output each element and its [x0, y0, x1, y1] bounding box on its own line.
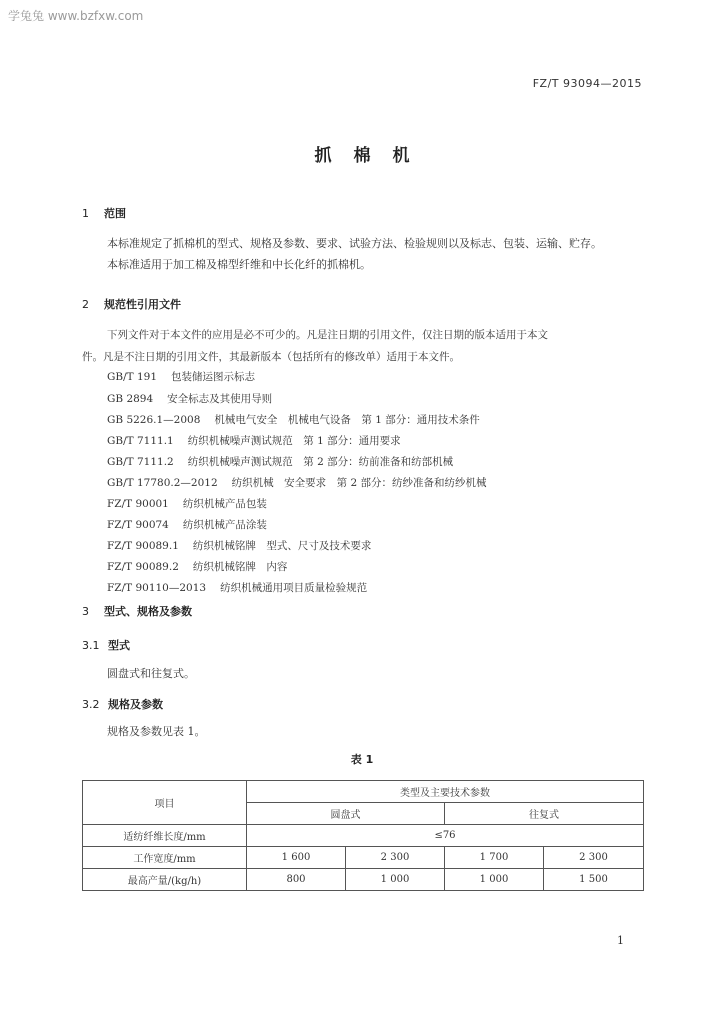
reference-item	[107, 391, 272, 406]
section-number: 1	[82, 207, 89, 220]
table-caption: 表 1	[350, 753, 374, 766]
paragraph: 本标准适用于加工棉及棉型纤维和中长化纤的抓棉机。	[107, 258, 371, 271]
watermark: 学兔兔 www.bzfxw.com	[8, 9, 144, 23]
section-1-heading	[82, 205, 126, 221]
reference-item	[107, 475, 486, 490]
reference-code: FZ/T 90074	[107, 519, 169, 531]
section-title: 范围	[104, 207, 126, 220]
table-cell: 2 300	[544, 847, 644, 869]
spec-table	[82, 780, 644, 891]
reference-name: 纺织机械产品包装	[182, 498, 267, 510]
section-2-heading	[82, 296, 181, 312]
reference-code: FZ/T 90001	[107, 498, 169, 510]
header-item: 项目	[83, 781, 247, 825]
reference-code: GB/T 191	[107, 371, 158, 383]
table-cell: 800	[247, 869, 346, 891]
header-type-reciprocating: 往复式	[445, 803, 644, 825]
table-cell: ≤76	[247, 825, 644, 847]
row-label: 最高产量/(kg/h)	[83, 869, 247, 891]
table-cell: 1 500	[544, 869, 644, 891]
table-cell: 2 300	[346, 847, 445, 869]
reference-item	[107, 517, 267, 532]
reference-code: FZ/T 90089.1	[107, 540, 179, 552]
section-number: 2	[82, 298, 89, 311]
subsection-3-1-heading	[82, 637, 130, 653]
reference-name: 安全标志及其使用导则	[167, 393, 273, 405]
reference-item	[107, 496, 267, 511]
row-label: 适纺纤维长度/mm	[83, 825, 247, 847]
subsection-3-2-heading	[82, 696, 163, 712]
section-number: 3.1	[82, 639, 100, 652]
reference-name: 包装储运图示标志	[171, 371, 256, 383]
table-row	[83, 825, 644, 847]
section-title: 型式	[108, 639, 130, 652]
reference-name: 纺织机械铭牌 内容	[192, 561, 288, 573]
reference-code: FZ/T 90110—2013	[107, 582, 207, 594]
reference-name: 机械电气安全 机械电气设备 第 1 部分：通用技术条件	[214, 414, 480, 426]
reference-item	[107, 559, 287, 574]
page-number: 1	[617, 934, 624, 947]
table-cell: 1 600	[247, 847, 346, 869]
reference-code: FZ/T 90089.2	[107, 561, 179, 573]
header-group: 类型及主要技术参数	[247, 781, 644, 803]
reference-name: 纺织机械通用项目质量检验规范	[220, 582, 368, 594]
reference-code: GB 2894	[107, 393, 154, 405]
row-label: 工作宽度/mm	[83, 847, 247, 869]
paragraph: 下列文件对于本文件的应用是必不可少的。凡是注日期的引用文件，仅注日期的版本适用于本文	[107, 329, 548, 341]
section-3-heading	[82, 603, 192, 619]
section-title: 规范性引用文件	[104, 298, 181, 311]
reference-name: 纺织机械产品涂装	[182, 519, 267, 531]
document-code: FZ/T 93094—2015	[532, 77, 642, 90]
reference-item	[107, 433, 401, 448]
table-row	[83, 869, 644, 891]
reference-code: GB/T 7111.2	[107, 456, 174, 468]
table-cell: 1 700	[445, 847, 544, 869]
reference-item	[107, 580, 367, 595]
page-title: 抓棉机	[314, 146, 432, 166]
table-row	[83, 847, 644, 869]
section-title: 型式、规格及参数	[104, 605, 192, 618]
reference-code: GB/T 17780.2—2012	[107, 477, 218, 489]
table-cell: 1 000	[445, 869, 544, 891]
reference-code: GB/T 7111.1	[107, 435, 174, 447]
reference-item	[107, 454, 453, 469]
reference-item	[107, 369, 255, 384]
reference-code: GB 5226.1—2008	[107, 414, 201, 426]
reference-name: 纺织机械铭牌 型式、尺寸及技术要求	[192, 540, 372, 552]
reference-name: 纺织机械噪声测试规范 第 2 部分：纺前准备和纺部机械	[187, 456, 454, 468]
reference-name: 纺织机械噪声测试规范 第 1 部分：通用要求	[187, 435, 401, 447]
paragraph: 件。凡是不注日期的引用文件，其最新版本（包括所有的修改单）适用于本文件。	[82, 351, 460, 363]
reference-item	[107, 412, 480, 427]
header-type-disc: 圆盘式	[247, 803, 445, 825]
reference-item	[107, 538, 371, 553]
reference-name: 纺织机械 安全要求 第 2 部分：纺纱准备和纺纱机械	[231, 477, 487, 489]
paragraph: 规格及参数见表 1。	[107, 725, 206, 738]
section-number: 3.2	[82, 698, 100, 711]
section-number: 3	[82, 605, 89, 618]
paragraph: 本标准规定了抓棉机的型式、规格及参数、要求、试验方法、检验规则以及标志、包装、运输、贮存。	[107, 237, 602, 250]
section-title: 规格及参数	[108, 698, 163, 711]
table-cell: 1 000	[346, 869, 445, 891]
paragraph: 圆盘式和往复式。	[107, 667, 195, 680]
